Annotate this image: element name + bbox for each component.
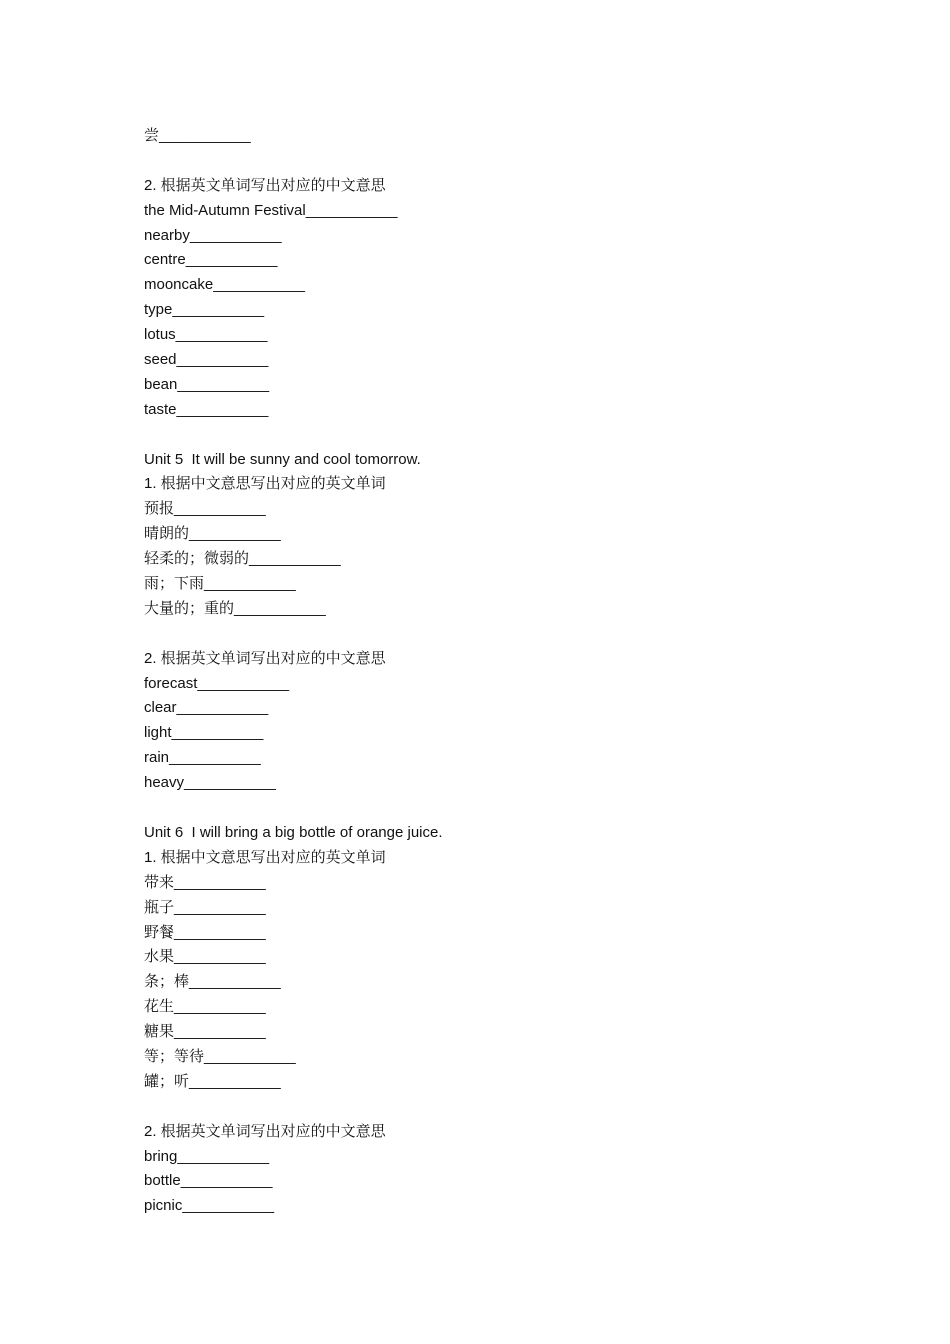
text-line: clear___________: [144, 699, 269, 717]
spacer: [144, 796, 824, 821]
text-line: 轻柔的；微弱的___________: [144, 550, 341, 568]
spacer: [144, 423, 824, 448]
text-line: 糖果___________: [144, 1023, 266, 1041]
worksheet-content: [144, 124, 824, 1219]
text-line: 花生___________: [144, 998, 266, 1016]
text-line: 雨；下雨___________: [144, 575, 296, 593]
unit-heading: Unit 6 I will bring a big bottle of orange juice.: [144, 823, 443, 841]
text-line: taste___________: [144, 400, 269, 418]
spacer: [144, 1095, 824, 1120]
section-instruction: 1. 根据中文意思写出对应的英文单词: [144, 475, 386, 493]
section-instruction: 2. 根据英文单词写出对应的中文意思: [144, 1122, 386, 1140]
text-line: 晴朗的___________: [144, 525, 281, 543]
text-line: 尝___________: [144, 127, 251, 144]
text-line: bottle___________: [144, 1172, 273, 1190]
section-instruction: 2. 根据英文单词写出对应的中文意思: [144, 649, 386, 667]
section-instruction: 2. 根据英文单词写出对应的中文意思: [144, 176, 386, 194]
text-line: 水果___________: [144, 948, 266, 966]
text-line: seed___________: [144, 351, 269, 369]
text-line: lotus___________: [144, 326, 268, 344]
unit-heading: Unit 5 It will be sunny and cool tomorrow.: [144, 450, 421, 468]
text-line: 带来___________: [144, 873, 266, 891]
text-line: nearby___________: [144, 226, 282, 244]
text-line: 瓶子___________: [144, 898, 266, 916]
text-line: 野餐___________: [144, 923, 266, 941]
text-line: forecast___________: [144, 674, 290, 692]
text-line: bean___________: [144, 375, 270, 393]
text-line: 罐；听___________: [144, 1072, 281, 1090]
text-line: 条；棒___________: [144, 973, 281, 991]
text-line: rain___________: [144, 749, 261, 767]
text-line: light___________: [144, 724, 264, 742]
text-line: centre___________: [144, 251, 278, 269]
text-line: 等；等待___________: [144, 1047, 296, 1065]
text-line: bring___________: [144, 1147, 270, 1165]
text-line: 大量的；重的___________: [144, 599, 326, 617]
section-instruction: 1. 根据中文意思写出对应的英文单词: [144, 848, 386, 866]
text-line: 预报___________: [144, 500, 266, 518]
text-line: mooncake___________: [144, 276, 305, 294]
spacer: [144, 149, 824, 174]
text-line: type___________: [144, 301, 265, 319]
spacer: [144, 622, 824, 647]
text-line: the Mid-Autumn Festival___________: [144, 201, 398, 219]
text-line: picnic___________: [144, 1197, 275, 1215]
text-line: heavy___________: [144, 774, 276, 792]
